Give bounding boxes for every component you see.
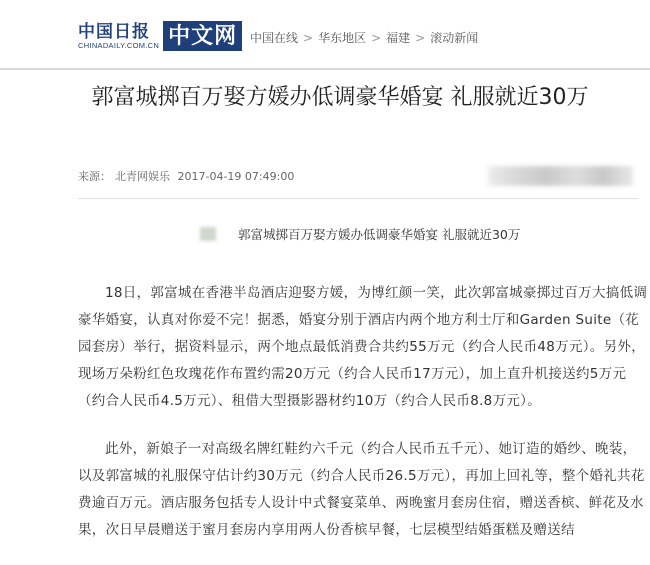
share-toolbar-blurred xyxy=(488,166,633,186)
article-image-thumbnail[interactable] xyxy=(200,227,216,241)
article-body xyxy=(78,280,650,565)
logo-wordmark xyxy=(78,23,159,50)
breadcrumb xyxy=(250,29,478,46)
breadcrumb-item-china-online[interactable]: 中国在线 xyxy=(250,31,299,45)
breadcrumb-separator: > xyxy=(415,30,426,45)
article-paragraph: 此外，新娘子一对高级名牌红鞋约六千元（约合人民币五千元）、她订造的婚纱、晚装，以及郭富城的礼服保守估计约30万元（约合人民币26.5万元），再加上回礼等，整个婚礼共花费逾百万元。酒店服务包括专人设计中式餐宴菜单、两晚蜜月套房住宿，赠送香槟、鲜花及水果，次日早晨赠送于蜜月套房内享用两人份香槟早餐，七层模型结婚蛋糕及赠送结 xyxy=(78,441,645,538)
logo-chinese-name: 中国日报 xyxy=(78,21,150,42)
meta-source: 北青网娱乐 xyxy=(115,170,170,183)
article-meta xyxy=(78,168,298,184)
breadcrumb-item-rolling-news[interactable]: 滚动新闻 xyxy=(430,31,479,45)
meta-divider xyxy=(78,198,638,199)
meta-time: 2017-04-19 07:49:00 xyxy=(177,170,295,183)
breadcrumb-separator: > xyxy=(303,30,314,45)
breadcrumb-separator: > xyxy=(371,30,382,45)
breadcrumb-item-fujian[interactable]: 福建 xyxy=(386,31,411,45)
article-image-caption: 郭富城掷百万娶方媛办低调豪华婚宴 礼服就近30万 xyxy=(238,227,521,242)
logo-box-label: 中文网 xyxy=(163,21,242,51)
meta-source-label: 来源： xyxy=(78,170,111,183)
breadcrumb-item-east-china[interactable]: 华东地区 xyxy=(318,31,367,45)
article-title: 郭富城掷百万娶方媛办低调豪华婚宴 礼服就近30万 xyxy=(91,85,589,110)
article-paragraph: 18日，郭富城在香港半岛酒店迎娶方媛，为博红颜一笑，此次郭富城豪掷过百万大搞低调豪华婚宴，认真对你爱不完！据悉，婚宴分别于酒店内两个地方利士厅和Garden Suite（花园套房）举行，据资料显示，两个地点最低消费合共约55万元（约合人民币48万元）。另外，现场万朵粉红色玫瑰花作布置约需20万元（约合人民币17万元），加上直升机接送约5万元（约合人民币4.5万元）、租借大型摄影器材约10万（约合人民币8.8万元）。 xyxy=(78,285,648,409)
logo-english-name: CHINADAILY.COM.CN xyxy=(78,40,160,50)
article-image-caption-row xyxy=(200,225,520,243)
chinadaily-logo[interactable] xyxy=(78,20,242,52)
site-header xyxy=(0,0,650,70)
